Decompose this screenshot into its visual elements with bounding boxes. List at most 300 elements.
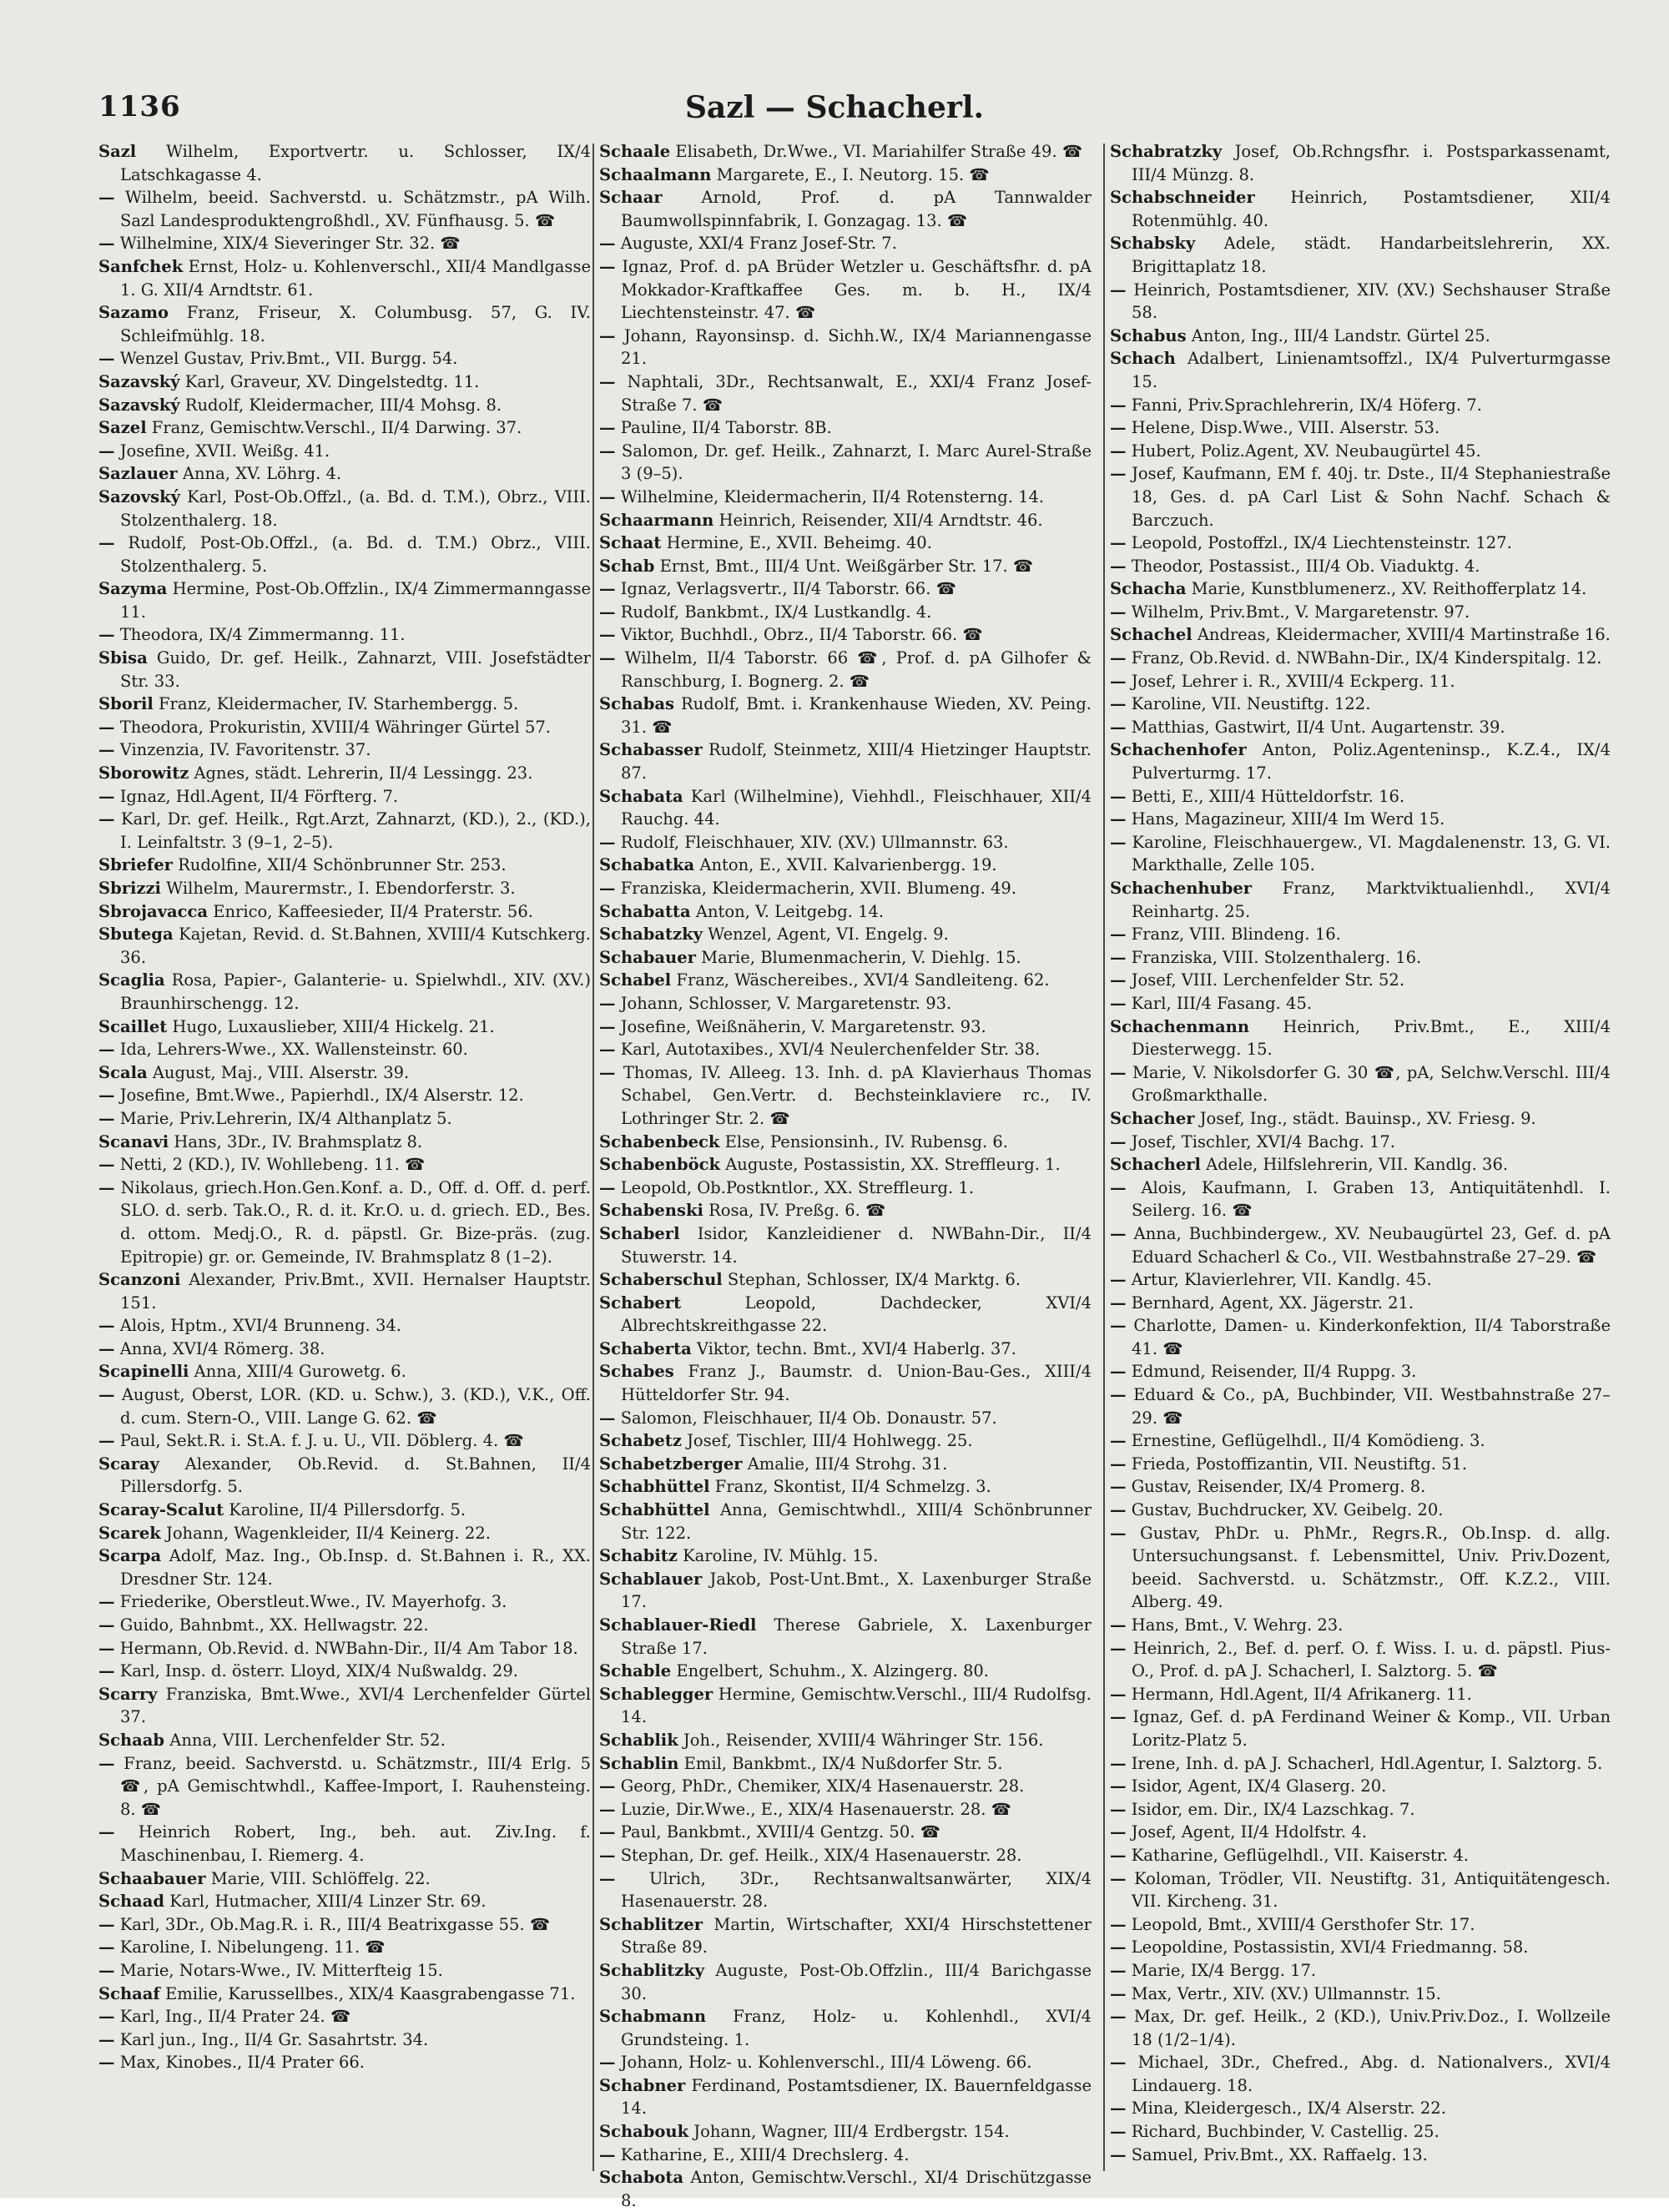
entry-surname: — xyxy=(599,1177,616,1197)
directory-entry xyxy=(98,1867,591,1891)
entry-surname: Sazavský xyxy=(98,371,180,391)
directory-entry xyxy=(599,1292,1092,1338)
directory-entry xyxy=(599,900,1092,924)
directory-entry xyxy=(1110,1959,1611,1983)
entry-details: Wilhelm, Maurermstr., I. Ebendorferstr. 3. xyxy=(160,879,516,898)
column-rule xyxy=(1103,144,1105,2171)
entry-surname: — xyxy=(1110,1500,1127,1520)
directory-entry xyxy=(599,1499,1092,1544)
directory-entry xyxy=(599,623,1092,647)
directory-entry xyxy=(599,1453,1092,1476)
directory-entry xyxy=(599,877,1092,900)
entry-surname: — xyxy=(599,579,616,599)
directory-entry xyxy=(98,577,591,623)
directory-entry xyxy=(1110,693,1611,716)
entry-surname: Sanfchek xyxy=(98,256,184,276)
directory-entry xyxy=(1110,808,1611,831)
directory-entry xyxy=(1110,232,1611,278)
directory-entry xyxy=(98,693,591,716)
directory-entry xyxy=(599,440,1092,486)
directory-entry xyxy=(599,647,1092,693)
directory-entry xyxy=(98,1383,591,1429)
entry-details: Hans, Bmt., V. Wehrg. 23. xyxy=(1126,1615,1344,1635)
directory-entry xyxy=(1110,1429,1611,1453)
directory-entry xyxy=(1110,923,1611,946)
directory-entry xyxy=(599,1131,1092,1154)
entry-details: Alexander, Priv.Bmt., XVII. Hernalser Hauptstr. 151. xyxy=(120,1270,591,1313)
directory-entry xyxy=(98,1522,591,1545)
directory-entry xyxy=(98,1177,591,1268)
directory-entry xyxy=(98,1038,591,1061)
entry-surname: — xyxy=(98,1316,115,1336)
directory-entry xyxy=(1110,1867,1611,1913)
directory-entry xyxy=(599,2005,1092,2051)
directory-entry xyxy=(98,1429,591,1453)
entry-details: Theodor, Postassist., III/4 Ob. Viaduktg. 4. xyxy=(1126,556,1480,576)
entry-surname: — xyxy=(1110,1292,1127,1313)
entry-surname: — xyxy=(599,832,616,852)
directory-entry xyxy=(1110,462,1611,532)
entry-details: Josef, Lehrer i. R., XVIII/4 Eckperg. 11. xyxy=(1126,671,1455,691)
entry-details: Karl, III/4 Fasang. 45. xyxy=(1126,993,1313,1013)
directory-entry xyxy=(98,1131,591,1154)
directory-entry xyxy=(1110,1936,1611,1959)
entry-surname: — xyxy=(599,1868,616,1888)
directory-entry xyxy=(98,255,591,301)
entry-details: Johann, Rayonsinsp. d. Sichh.W., IX/4 Mariannengasse 21. xyxy=(615,325,1092,369)
entry-surname: — xyxy=(1110,925,1127,945)
running-head: Sazl — Schacherl. xyxy=(684,90,985,125)
column-3 xyxy=(1110,140,1611,2176)
entry-surname: Schachenhuber xyxy=(1110,879,1253,898)
entry-surname: Schaab xyxy=(98,1730,165,1750)
directory-entry xyxy=(599,255,1092,325)
directory-entry xyxy=(1110,1637,1611,1683)
entry-surname: — xyxy=(1110,556,1127,576)
directory-entry xyxy=(599,1015,1092,1039)
entry-surname: — xyxy=(1110,1753,1127,1773)
entry-surname: — xyxy=(1110,1062,1127,1082)
entry-details: Anton, Gemischtw.Verschl., XI/4 Drischützgasse 8. xyxy=(621,2168,1092,2210)
entry-surname: — xyxy=(1110,1914,1127,1934)
directory-entry xyxy=(1110,555,1611,578)
directory-entry xyxy=(599,1729,1092,1752)
entry-details: Josefine, Bmt.Wwe., Papierhdl., IX/4 Alserstr. 12. xyxy=(114,1086,524,1106)
entry-surname: Schabota xyxy=(599,2168,684,2188)
entry-details: Hubert, Poliz.Agent, XV. Neubaugürtel 45. xyxy=(1126,441,1481,461)
entry-surname: — xyxy=(98,717,115,737)
entry-surname: Schablauer-Riedl xyxy=(599,1615,757,1635)
directory-entry xyxy=(599,2144,1092,2167)
directory-entry xyxy=(1110,140,1611,186)
entry-surname: Schab xyxy=(599,556,655,576)
directory-entry xyxy=(1110,1798,1611,1821)
entry-surname: — xyxy=(98,1108,115,1128)
entry-surname: — xyxy=(599,602,616,622)
entry-surname: — xyxy=(1110,602,1127,622)
entry-surname: — xyxy=(98,533,115,553)
entry-surname: Sboril xyxy=(98,694,154,714)
entry-surname: Schaalmann xyxy=(599,164,712,184)
entry-details: Theodora, IX/4 Zimmermanng. 11. xyxy=(114,625,406,645)
directory-entry xyxy=(98,416,591,440)
directory-entry xyxy=(98,785,591,809)
directory-entry xyxy=(599,186,1092,232)
entry-surname: — xyxy=(98,1753,115,1773)
entry-surname: Scala xyxy=(98,1062,148,1082)
entry-surname: — xyxy=(98,1040,115,1060)
entry-surname: — xyxy=(98,1661,115,1681)
entry-surname: — xyxy=(1110,1822,1127,1842)
column-2 xyxy=(599,140,1092,2210)
directory-entry xyxy=(1110,1222,1611,1268)
entry-details: Ignaz, Hdl.Agent, II/4 Förfterg. 7. xyxy=(114,786,399,806)
entry-details: Franz, Gemischtw.Verschl., II/4 Darwing. 37. xyxy=(146,418,522,438)
entry-details: Ignaz, Prof. d. pA Brüder Wetzler u. Geschäftsfhr. d. pA Mokkador-Kraftkaffee Ges. m. b. H., IX/4 Liechtensteinstr. 47. ☎ xyxy=(615,256,1092,323)
directory-entry xyxy=(599,1268,1092,1292)
directory-entry xyxy=(98,186,591,232)
directory-entry xyxy=(599,416,1092,440)
entry-details: Max, Vertr., XIV. (XV.) Ullmannstr. 15. xyxy=(1126,1983,1441,2003)
entry-surname: Schacha xyxy=(1110,579,1187,599)
entry-details: Anton, Poliz.Agenteninsp., K.Z.4., IX/4 Pulverturmg. 17. xyxy=(1132,740,1611,784)
entry-details: Leopold, Ob.Postkntlor., XX. Streffleurg. 1. xyxy=(615,1177,975,1197)
entry-surname: — xyxy=(1110,1983,1127,2003)
entry-details: Ignaz, Verlagsvertr., II/4 Taborstr. 66. ☎ xyxy=(615,579,956,599)
entry-surname: — xyxy=(98,1592,115,1612)
entry-surname: Sbutega xyxy=(98,925,174,945)
directory-entry xyxy=(1110,1015,1611,1061)
entry-details: Max, Kinobes., II/4 Prater 66. xyxy=(114,2053,365,2073)
entry-surname: — xyxy=(1110,993,1127,1013)
entry-surname: Schaberl xyxy=(599,1223,680,1243)
directory-entry xyxy=(98,1660,591,1683)
directory-entry xyxy=(599,325,1092,370)
entry-surname: — xyxy=(1110,648,1127,668)
entry-details: Franz, Holz- u. Kohlenhdl., XVI/4 Grundsteing. 1. xyxy=(621,2007,1092,2049)
entry-details: Hans, Magazineur, XIII/4 Im Werd 15. xyxy=(1126,809,1445,829)
directory-entry xyxy=(599,140,1092,164)
directory-entry xyxy=(1110,2097,1611,2120)
entry-details: Josef, VIII. Lerchenfelder Str. 52. xyxy=(1126,970,1405,990)
directory-entry xyxy=(599,1798,1092,1821)
entry-details: Salomon, Fleischhauer, II/4 Ob. Donaustr. 57. xyxy=(615,1408,997,1428)
directory-entry xyxy=(599,1360,1092,1406)
entry-details: Isidor, Kanzleidiener d. NWBahn-Dir., II/4 Stuwerstr. 14. xyxy=(621,1223,1092,1267)
directory-entry xyxy=(98,1637,591,1660)
entry-surname: — xyxy=(599,1799,616,1819)
directory-entry xyxy=(599,854,1092,877)
directory-entry xyxy=(98,923,591,969)
entry-surname: Schabetzberger xyxy=(599,1454,743,1474)
entry-surname: Scaray xyxy=(98,1454,159,1474)
entry-details: Adolf, Maz. Ing., Ob.Insp. d. St.Bahnen i. R., XX. Dresdner Str. 124. xyxy=(120,1546,591,1589)
entry-details: Karoline, II/4 Pillersdorfg. 5. xyxy=(224,1500,466,1520)
entry-details: Hermine, E., XVII. Beheimg. 40. xyxy=(661,533,932,553)
entry-details: Anna, XVI/4 Römerg. 38. xyxy=(114,1338,325,1358)
directory-entry xyxy=(599,969,1092,992)
entry-details: Ida, Lehrers-Wwe., XX. Wallensteinstr. 60. xyxy=(114,1040,468,1060)
entry-details: Josef, Tischler, XVI/4 Bachg. 17. xyxy=(1126,1131,1395,1151)
directory-entry xyxy=(98,140,591,186)
entry-surname: — xyxy=(599,648,616,668)
directory-entry xyxy=(599,831,1092,854)
entry-details: Johann, Schlosser, V. Margaretenstr. 93. xyxy=(615,993,952,1013)
entry-details: Heinrich, 2., Bef. d. perf. O. f. Wiss. I. u. d. päpstl. Pius-O., Prof. d. pA J. Schacherl, I. Salztorg. 5. ☎ xyxy=(1126,1638,1611,1681)
entry-surname: — xyxy=(98,1914,115,1934)
entry-details: Wenzel Gustav, Priv.Bmt., VII. Burgg. 54. xyxy=(114,349,458,369)
entry-surname: — xyxy=(1110,671,1127,691)
entry-surname: — xyxy=(98,625,115,645)
entry-details: Ernestine, Geflügelhdl., II/4 Komödieng. 3. xyxy=(1126,1431,1485,1451)
entry-details: Rudolf, Steinmetz, XIII/4 Hietzinger Hauptstr. 87. xyxy=(621,740,1092,784)
entry-surname: — xyxy=(1110,1523,1127,1543)
directory-entry xyxy=(98,532,591,577)
entry-details: Netti, 2 (KD.), IV. Wohllebeng. 11. ☎ xyxy=(114,1155,426,1175)
entry-surname: Sazlauer xyxy=(98,464,178,484)
directory-entry xyxy=(98,1913,591,1937)
entry-surname: Schaar xyxy=(599,188,663,208)
entry-surname: — xyxy=(1110,533,1127,553)
entry-surname: — xyxy=(98,1937,115,1958)
entry-surname: — xyxy=(599,441,616,461)
entry-details: Theodora, Prokuristin, XVIII/4 Währinger Gürtel 57. xyxy=(114,717,551,737)
directory-entry xyxy=(599,923,1092,946)
entry-surname: Schabert xyxy=(599,1292,682,1313)
directory-entry xyxy=(1110,969,1611,992)
entry-surname: — xyxy=(1110,1776,1127,1796)
entry-details: Karl (Wilhelmine), Viehhdl., Fleischhauer, XII/4 Rauchg. 44. xyxy=(621,786,1092,829)
entry-surname: Schachel xyxy=(1110,625,1193,645)
entry-details: Karoline, IV. Mühlg. 15. xyxy=(677,1546,879,1566)
entry-surname: — xyxy=(1110,2007,1127,2027)
entry-surname: Schabhüttel xyxy=(599,1477,710,1497)
directory-entry xyxy=(1110,1522,1611,1614)
directory-entry xyxy=(1110,186,1611,232)
entry-surname: — xyxy=(1110,832,1127,852)
entry-surname: — xyxy=(599,993,616,1013)
entry-details: Michael, 3Dr., Chefred., Abg. d. Nationalvers., XVI/4 Lindauerg. 18. xyxy=(1126,2053,1611,2095)
entry-details: Anna, XIII/4 Gurowetg. 6. xyxy=(189,1362,406,1382)
entry-details: Wilhelm, beeid. Sachverstd. u. Schätzmstr., pA Wilh. Sazl Landesproduktengroßhdl., XV. Fünfhausg. 5. ☎ xyxy=(114,188,591,230)
entry-surname: Schaaf xyxy=(98,1983,160,2003)
entry-surname: — xyxy=(599,325,616,345)
directory-entry xyxy=(1110,877,1611,923)
directory-entry xyxy=(599,1959,1092,2005)
entry-surname: — xyxy=(1110,786,1127,806)
entry-surname: Schach xyxy=(1110,349,1176,369)
entry-details: Ulrich, 3Dr., Rechtsanwaltsanwärter, XIX/4 Hasenauerstr. 28. xyxy=(615,1868,1092,1912)
entry-details: Franz, beeid. Sachverstd. u. Schätzmstr., III/4 Erlg. 5 ☎, pA Gemischtwhdl., Kaffee-Import, I. Rauhensteing. 8. ☎ xyxy=(114,1753,591,1819)
entry-surname: — xyxy=(1110,1316,1127,1336)
entry-details: Koloman, Trödler, VII. Neustiftg. 31, Antiquitätengesch. VII. Kircheng. 31. xyxy=(1126,1868,1611,1912)
directory-entry xyxy=(1110,1844,1611,1867)
directory-entry xyxy=(599,1775,1092,1798)
entry-details: Ernst, Bmt., III/4 Unt. Weißgärber Str. 17. ☎ xyxy=(654,556,1034,576)
directory-entry xyxy=(1110,1177,1611,1222)
directory-entry xyxy=(98,301,591,347)
directory-entry xyxy=(1110,1821,1611,1844)
directory-entry xyxy=(98,440,591,463)
entry-details: Hermine, Gemischtw.Verschl., III/4 Rudolfsg. 14. xyxy=(621,1684,1092,1727)
entry-details: Katharine, E., XIII/4 Drechslerg. 4. xyxy=(615,2144,910,2164)
entry-surname: Schabitz xyxy=(599,1546,678,1566)
entry-details: Paul, Sekt.R. i. St.A. f. J. u. U., VII. Döblerg. 4. ☎ xyxy=(114,1431,524,1451)
entry-surname: Schabsky xyxy=(1110,234,1196,254)
entry-details: Josef, Agent, II/4 Hdolfstr. 4. xyxy=(1126,1822,1367,1842)
directory-entry xyxy=(1110,1683,1611,1706)
entry-surname: — xyxy=(98,1155,115,1175)
entry-surname: Schabus xyxy=(1110,325,1187,345)
entry-details: Fanni, Priv.Sprachlehrerin, IX/4 Höferg. 7. xyxy=(1126,395,1482,415)
entry-details: Bernhard, Agent, XX. Jägerstr. 21. xyxy=(1126,1292,1414,1313)
entry-surname: — xyxy=(599,625,616,645)
entry-surname: Schaberta xyxy=(599,1338,692,1358)
directory-entry xyxy=(599,509,1092,532)
entry-surname: — xyxy=(599,1845,616,1865)
entry-surname: — xyxy=(599,234,616,254)
directory-entry xyxy=(1110,716,1611,739)
directory-entry xyxy=(599,232,1092,255)
entry-surname: Schablin xyxy=(599,1753,679,1773)
directory-entry xyxy=(599,1544,1092,1568)
entry-details: Luzie, Dir.Wwe., E., XIX/4 Hasenauerstr. 28. ☎ xyxy=(615,1799,1011,1819)
entry-details: Franz, VIII. Blindeng. 16. xyxy=(1126,925,1341,945)
entry-details: Anna, XV. Löhrg. 4. xyxy=(177,464,342,484)
entry-details: Karl, 3Dr., Ob.Mag.R. i. R., III/4 Beatrixgasse 55. ☎ xyxy=(114,1914,551,1934)
directory-entry xyxy=(98,370,591,394)
entry-surname: — xyxy=(599,1062,616,1082)
entry-details: Isidor, em. Dir., IX/4 Lazschkag. 7. xyxy=(1126,1799,1415,1819)
entry-surname: — xyxy=(1110,2122,1127,2142)
directory-entry xyxy=(98,738,591,762)
entry-surname: Schacherl xyxy=(1110,1155,1201,1175)
entry-details: Guido, Bahnbmt., XX. Hellwagstr. 22. xyxy=(114,1615,429,1635)
entry-surname: — xyxy=(98,809,115,829)
entry-details: Max, Dr. gef. Heilk., 2 (KD.), Univ.Priv.Doz., I. Wollzeile 18 (1/2–1/4). xyxy=(1126,2007,1611,2049)
entry-surname: — xyxy=(1110,464,1127,484)
entry-surname: Schachenhofer xyxy=(1110,740,1247,760)
entry-surname: — xyxy=(98,1338,115,1358)
directory-entry xyxy=(98,1683,591,1729)
entry-surname: Scanavi xyxy=(98,1131,169,1151)
directory-entry xyxy=(98,394,591,417)
directory-entry xyxy=(599,370,1092,416)
entry-surname: — xyxy=(599,1016,616,1036)
directory-entry xyxy=(1110,1268,1611,1292)
directory-entry xyxy=(599,1407,1092,1430)
directory-entry xyxy=(98,1499,591,1522)
entry-surname: — xyxy=(1110,970,1127,990)
entry-details: Josefine, XVII. Weißg. 41. xyxy=(114,441,330,461)
entry-details: Leopold, Bmt., XVIII/4 Gersthofer Str. 17. xyxy=(1126,1914,1475,1934)
directory-entry xyxy=(98,900,591,924)
entry-details: Heinrich, Reisender, XII/4 Arndtstr. 46. xyxy=(713,510,1043,530)
directory-entry xyxy=(599,1821,1092,1844)
entry-details: Elisabeth, Dr.Wwe., VI. Mariahilfer Straße 49. ☎ xyxy=(670,142,1083,161)
entry-details: Friederike, Oberstleut.Wwe., IV. Mayerhofg. 3. xyxy=(114,1592,507,1612)
entry-details: Wilhelmine, XIX/4 Sieveringer Str. 32. ☎ xyxy=(114,234,461,254)
entry-details: Wilhelmine, Kleidermacherin, II/4 Rotensterng. 14. xyxy=(615,486,1045,506)
directory-entry xyxy=(599,1614,1092,1660)
entry-surname: Schabratzky xyxy=(1110,142,1223,161)
directory-entry xyxy=(1110,1131,1611,1154)
entry-details: Alois, Hptm., XVI/4 Brunneng. 34. xyxy=(114,1316,401,1336)
entry-details: Betti, E., XIII/4 Hütteldorfstr. 16. xyxy=(1126,786,1405,806)
entry-details: Martin, Wirtschafter, XXI/4 Hirschstettener Straße 89. xyxy=(621,1914,1092,1958)
column-rule xyxy=(592,144,594,2171)
directory-entry xyxy=(1110,1314,1611,1360)
directory-entry xyxy=(599,1038,1092,1061)
entry-surname: Schablegger xyxy=(599,1684,713,1704)
directory-entry xyxy=(98,1752,591,1821)
entry-details: Franz, Ob.Revid. d. NWBahn-Dir., IX/4 Kinderspitalg. 12. xyxy=(1126,648,1602,668)
entry-details: Franz, Wäschereibes., XVI/4 Sandleiteng. 62. xyxy=(671,970,1050,990)
entry-details: Karoline, VII. Neustiftg. 122. xyxy=(1126,694,1371,714)
entry-details: Josef, Kaufmann, EM f. 40j. tr. Dste., II/4 Stephaniestraße 18, Ges. d. pA Carl List & Sohn Nachf. Schach & Barczuch. xyxy=(1126,464,1611,530)
directory-entry xyxy=(1110,1499,1611,1522)
entry-surname: Schabschneider xyxy=(1110,188,1255,208)
entry-details: Rudolf, Bmt. i. Krankenhause Wieden, XV. Peing. 31. ☎ xyxy=(621,694,1092,737)
entry-surname: Schaberschul xyxy=(599,1270,723,1290)
directory-entry xyxy=(599,1844,1092,1867)
directory-entry xyxy=(599,601,1092,624)
entry-details: Johann, Wagner, III/4 Erdbergstr. 154. xyxy=(688,2122,1010,2142)
directory-entry xyxy=(98,486,591,532)
entry-surname: Schaad xyxy=(98,1892,165,1912)
directory-entry xyxy=(599,1752,1092,1776)
entry-details: Ernst, Holz- u. Kohlenverschl., XII/4 Mandlgasse 1. G. XII/4 Arndtstr. 61. xyxy=(120,256,591,300)
directory-entry xyxy=(599,785,1092,831)
entry-surname: Sazl xyxy=(98,142,137,161)
entry-details: Naphtali, 3Dr., Rechtsanwalt, E., XXI/4 Franz Josef-Straße 7. ☎ xyxy=(615,371,1092,415)
entry-surname: — xyxy=(98,1822,115,1842)
directory-entry xyxy=(1110,1775,1611,1798)
entry-details: Wilhelm, Exportvertr. u. Schlosser, IX/4 Latschkagasse 4. xyxy=(120,142,591,184)
entry-surname: Schabasser xyxy=(599,740,703,760)
entry-details: Karl, Insp. d. österr. Lloyd, XIX/4 Nußwaldg. 29. xyxy=(114,1661,518,1681)
directory-entry xyxy=(1110,1153,1611,1177)
entry-details: Rudolfine, XII/4 Schönbrunner Str. 253. xyxy=(172,855,507,875)
entry-details: Viktor, Buchhdl., Obrz., II/4 Taborstr. 66. ☎ xyxy=(615,625,983,645)
entry-surname: — xyxy=(599,371,616,391)
directory-entry xyxy=(98,1453,591,1499)
entry-surname: Schabenbeck xyxy=(599,1131,720,1151)
entry-details: Charlotte, Damen- u. Kinderkonfektion, II/4 Taborstraße 41. ☎ xyxy=(1126,1316,1611,1358)
entry-details: Artur, Klavierlehrer, VII. Kandlg. 45. xyxy=(1126,1270,1432,1290)
entry-surname: — xyxy=(98,1177,115,1197)
entry-details: Marie, Priv.Lehrerin, IX/4 Althanplatz 5. xyxy=(114,1108,452,1128)
directory-entry xyxy=(1110,738,1611,784)
entry-surname: Schabatka xyxy=(599,855,695,875)
entry-details: Johann, Wagenkleider, II/4 Keinerg. 22. xyxy=(160,1523,491,1543)
directory-entry xyxy=(98,232,591,255)
entry-details: Franziska, Kleidermacherin, XVII. Blumeng. 49. xyxy=(615,879,1017,898)
entry-surname: — xyxy=(1110,395,1127,415)
entry-details: Isidor, Agent, IX/4 Glaserg. 20. xyxy=(1126,1776,1387,1796)
entry-surname: Sazavský xyxy=(98,395,180,415)
entry-details: Marie, V. Nikolsdorfer G. 30 ☎, pA, Selchw.Verschl. III/4 Großmarkthalle. xyxy=(1126,1062,1611,1106)
entry-details: Wenzel, Agent, VI. Engelg. 9. xyxy=(702,925,949,945)
directory-entry xyxy=(1110,831,1611,877)
entry-surname: Schacher xyxy=(1110,1108,1195,1128)
entry-surname: Scaglia xyxy=(98,970,165,990)
directory-entry xyxy=(599,1222,1092,1268)
directory-entry xyxy=(599,1913,1092,1959)
directory-entry xyxy=(599,1429,1092,1453)
entry-details: Auguste, Postassistin, XX. Streffleurg. 1. xyxy=(720,1155,1061,1175)
entry-surname: — xyxy=(98,740,115,760)
